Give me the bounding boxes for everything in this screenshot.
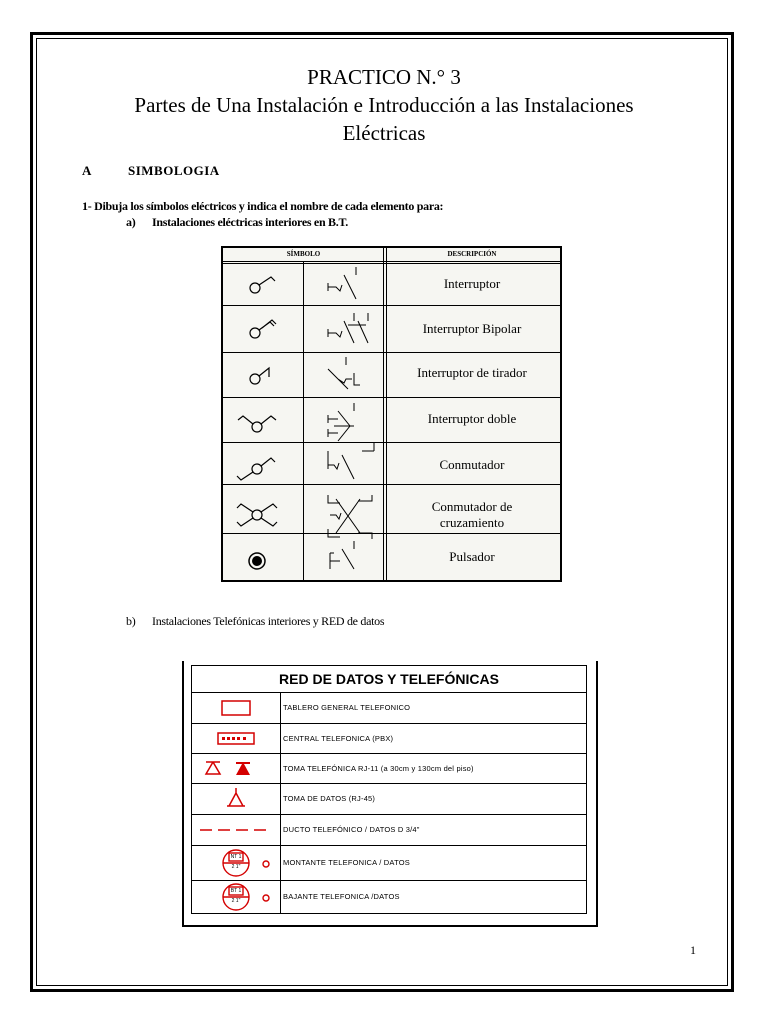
conmutador-unifilar-icon	[328, 443, 374, 479]
bajante-label-bottom: 2 1"	[231, 898, 241, 904]
part-a-label: Instalaciones eléctricas interiores en B.T.	[152, 215, 348, 229]
question-1: 1- Dibuja los símbolos eléctricos y indica el nombre de cada elemento para:	[82, 199, 444, 213]
table2-row-5-description: DUCTO TELEFÓNICO / DATOS D 3/4"	[283, 825, 420, 834]
table1-plan-symbols	[223, 263, 303, 581]
part-b-heading	[126, 614, 384, 629]
table1-row-6-description: Conmutador de	[431, 499, 513, 514]
ducto-symbol-icon	[192, 815, 280, 845]
table1-row-2-description: Interruptor Bipolar	[422, 321, 522, 336]
montante-label-bottom: 2 1"	[231, 864, 241, 870]
table2-row-7-description: BAJANTE TELEFONICA /DATOS	[283, 892, 400, 901]
table1-row-4-description: Interruptor doble	[427, 411, 517, 426]
interruptor-doble-unifilar-icon	[328, 403, 354, 441]
table2-row-1-description: TABLERO GENERAL TELEFONICO	[283, 703, 411, 712]
central-pbx-symbol-icon	[192, 724, 280, 753]
interruptor-bipolar-unifilar-icon	[328, 313, 368, 343]
table1-row-1-description: Interruptor	[443, 276, 501, 291]
telephone-data-table	[191, 665, 587, 914]
interruptor-bipolar-plan-icon	[250, 320, 276, 338]
part-b-letter: b)	[126, 614, 136, 628]
conmutador-cruzamiento-plan-icon	[237, 504, 277, 526]
toma-datos-symbol-icon	[192, 784, 280, 814]
table2-row-4-description: TOMA DE DATOS (RJ-45)	[283, 794, 376, 803]
interruptor-doble-plan-icon	[238, 416, 276, 432]
tablero-symbol-icon	[192, 693, 280, 723]
section-a-label: SIMBOLOGIA	[128, 163, 220, 178]
title-line-1: PRACTICO N.° 3	[307, 65, 461, 89]
conmutador-cruzamiento-unifilar-icon	[328, 495, 372, 539]
interruptor-unifilar-icon	[328, 267, 356, 299]
part-a-heading	[126, 215, 348, 230]
part-b-label: Instalaciones Telefónicas interiores y RED de datos	[152, 614, 385, 628]
table2-row-3-description: TOMA TELEFÓNICA RJ-11 (a 30cm y 130cm del piso)	[283, 764, 474, 773]
table1-row-6-description-2: cruzamiento	[439, 515, 505, 530]
table1-row-3-description: Interruptor de tirador	[417, 365, 527, 380]
table1-row-5-description: Conmutador	[439, 457, 505, 472]
table2-row-2-description: CENTRAL TELEFONICA (PBX)	[283, 734, 394, 743]
electrical-symbols-table	[221, 246, 562, 582]
telephone-data-table-frame	[182, 661, 598, 927]
section-a-letter: A	[82, 163, 92, 178]
conmutador-plan-icon	[237, 458, 275, 480]
pulsador-unifilar-icon	[330, 541, 354, 569]
bajante-label-top: BT 1	[230, 888, 242, 894]
montante-symbol-icon	[192, 846, 280, 880]
toma-telefonica-symbol-icon	[192, 754, 280, 783]
page-number: 1	[690, 943, 696, 957]
section-a-heading	[82, 163, 220, 179]
interruptor-plan-icon	[250, 277, 275, 293]
montante-label-top: NT 1	[230, 854, 242, 860]
table1-row-7-description: Pulsador	[449, 549, 495, 564]
table2-row-6-description: MONTANTE TELEFONICA / DATOS	[283, 858, 410, 867]
table1-header-description: DESCRIPCIÓN	[447, 250, 497, 258]
table2-title: RED DE DATOS Y TELEFÓNICAS	[192, 666, 586, 693]
table1-header-symbol: SÍMBOLO	[286, 250, 321, 258]
title-line-3: Eléctricas	[342, 121, 426, 145]
part-a-letter: a)	[126, 215, 136, 229]
pulsador-plan-icon	[249, 553, 265, 569]
title-line-2: Partes de Una Instalación e Introducción a las Instalaciones	[134, 93, 634, 117]
interruptor-tirador-plan-icon	[250, 368, 269, 384]
interruptor-tirador-unifilar-icon	[328, 357, 360, 389]
table1-unifilar-symbols	[304, 263, 383, 581]
